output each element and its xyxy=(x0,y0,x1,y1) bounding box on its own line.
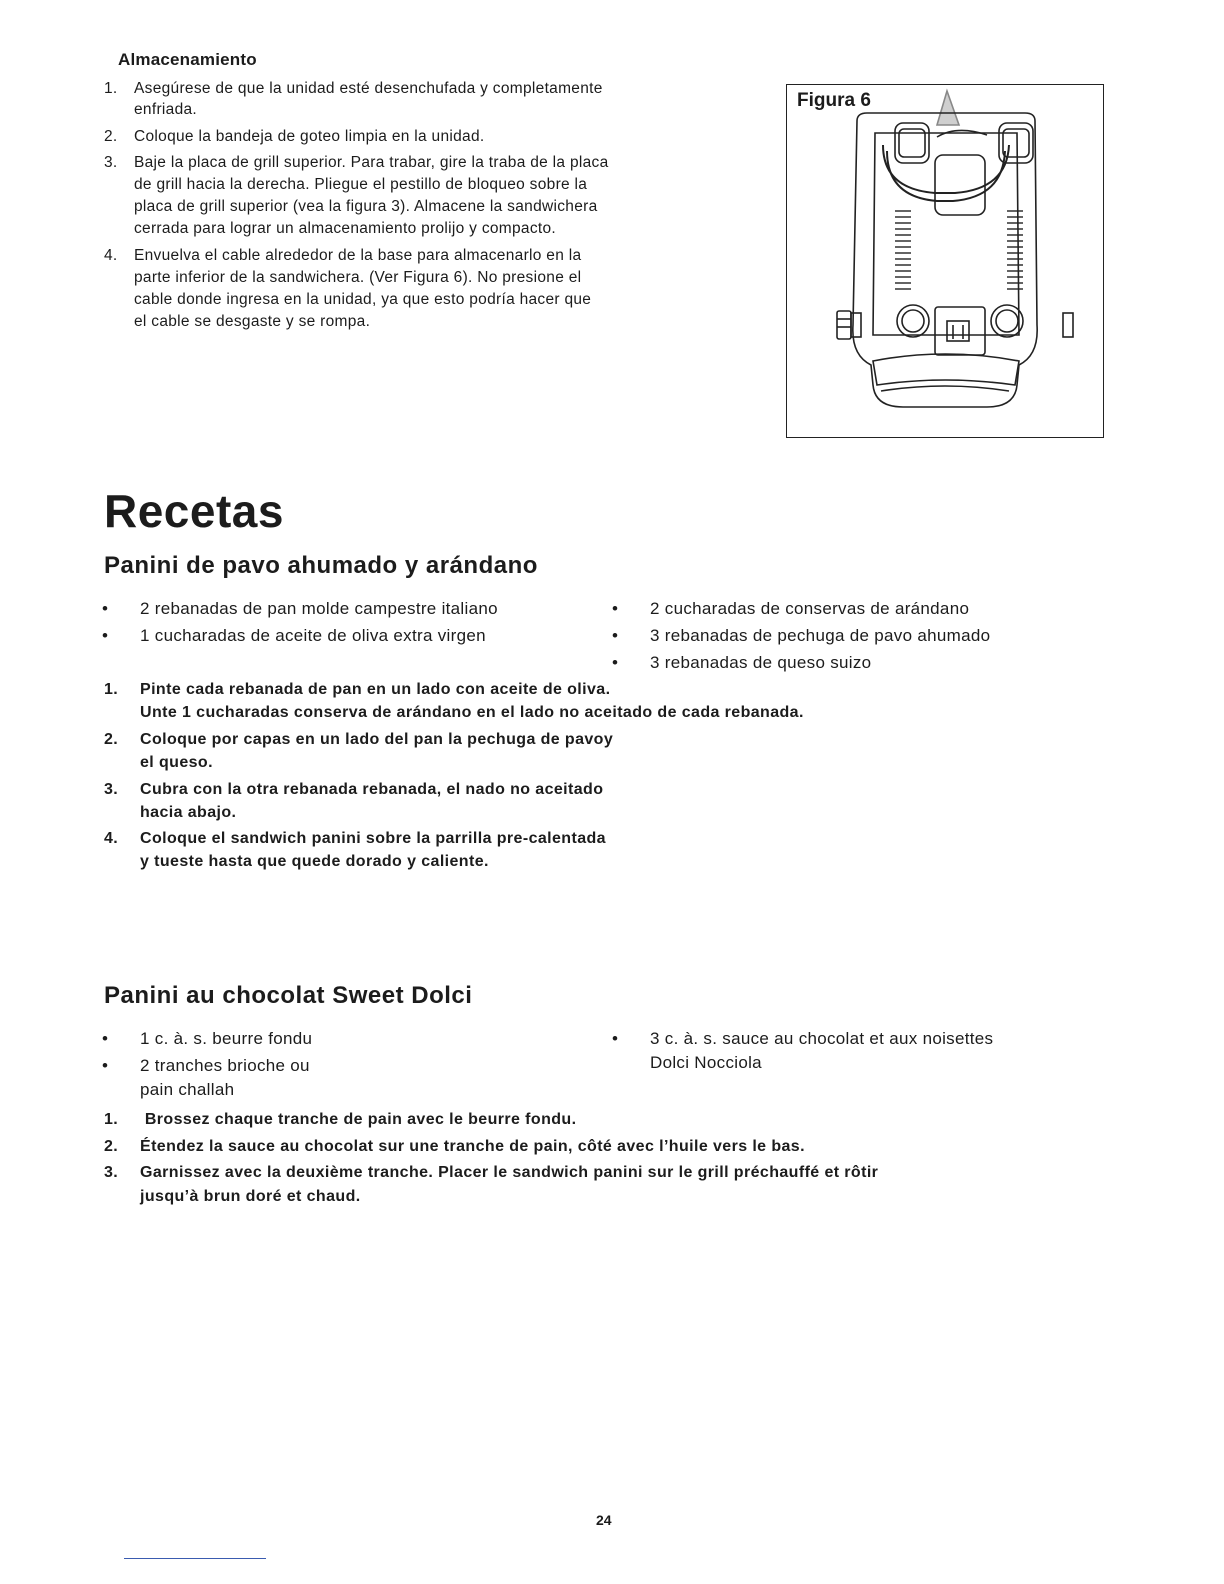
ingredient-text: 3 c. à. s. sauce au chocolat et aux noisettes xyxy=(650,1029,994,1048)
step-line: Baje la placa de grill superior. Para trabar, gire la traba de la placa xyxy=(134,154,609,171)
step-line: Coloque la bandeja de goteo limpia en la unidad. xyxy=(134,128,485,145)
recipe-1-title: Panini de pavo ahumado y arándano xyxy=(104,552,538,579)
ingredient-text: 3 rebanadas de pechuga de pavo ahumado xyxy=(650,626,991,645)
step-number: 3. xyxy=(104,781,119,798)
step-line: hacia abajo. xyxy=(140,804,237,821)
bullet-icon: • xyxy=(102,1056,109,1075)
ingredient-text: Dolci Nocciola xyxy=(650,1053,762,1072)
step-line: el queso. xyxy=(140,754,213,771)
step-number: 4. xyxy=(104,830,119,847)
step-number: 1. xyxy=(104,1111,119,1128)
ingredient-text: 1 cucharadas de aceite de oliva extra virgen xyxy=(140,626,486,645)
step-number: 4. xyxy=(104,247,118,264)
step-line: Cubra con la otra rebanada rebanada, el nado no aceitado xyxy=(140,781,604,798)
step-line: Coloque por capas en un lado del pan la pechuga de pavoy xyxy=(140,731,614,748)
ingredient-text: 2 cucharadas de conservas de arándano xyxy=(650,599,970,618)
bullet-icon: • xyxy=(612,653,619,672)
step-line: Pinte cada rebanada de pan en un lado con aceite de oliva. xyxy=(140,681,611,698)
bullet-icon: • xyxy=(102,626,109,645)
step-number: 1. xyxy=(104,681,119,698)
page-number: 24 xyxy=(596,1512,612,1528)
ingredient-text: 2 rebanadas de pan molde campestre italiano xyxy=(140,599,498,618)
bullet-icon: • xyxy=(102,1029,109,1048)
step-line: cerrada para lograr un almacenamiento prolijo y compacto. xyxy=(134,220,557,237)
step-line: placa de grill superior (vea la figura 3). Almacene la sandwichera xyxy=(134,198,598,215)
step-line: jusqu’à brun doré et chaud. xyxy=(140,1188,361,1205)
step-line: parte inferior de la sandwichera. (Ver Figura 6). No presione el xyxy=(134,269,582,286)
step-line: Envuelva el cable alrededor de la base para almacenarlo en la xyxy=(134,247,582,264)
step-line: el cable se desgaste y se rompa. xyxy=(134,313,371,330)
ingredient-text: 2 tranches brioche ou xyxy=(140,1056,310,1075)
recipes-title: Recetas xyxy=(104,485,284,537)
step-line: Unte 1 cucharadas conserva de arándano en el lado no aceitado de cada rebanada. xyxy=(140,704,804,721)
recipe-2-title: Panini au chocolat Sweet Dolci xyxy=(104,982,473,1009)
step-line: y tueste hasta que quede dorado y caliente. xyxy=(140,853,489,870)
step-number: 2. xyxy=(104,1138,119,1155)
step-number: 3. xyxy=(104,154,118,171)
step-line: de grill hacia la derecha. Pliegue el pestillo de bloqueo sobre la xyxy=(134,176,588,193)
ingredient-text: 1 c. à. s. beurre fondu xyxy=(140,1029,313,1048)
step-line: Asegúrese de que la unidad esté desenchufada y completamente xyxy=(134,80,603,97)
ingredient-text: 3 rebanadas de queso suizo xyxy=(650,653,872,672)
bullet-icon: • xyxy=(612,626,619,645)
step-number: 2. xyxy=(104,128,118,145)
step-line: cable donde ingresa en la unidad, ya que esto podría hacer que xyxy=(134,291,592,308)
figure-6 xyxy=(786,84,1104,438)
step-line: Brossez chaque tranche de pain avec le beurre fondu. xyxy=(140,1111,577,1128)
step-line: Étendez la sauce au chocolat sur une tranche de pain, côté avec l’huile vers le bas. xyxy=(140,1138,805,1155)
bullet-icon: • xyxy=(612,599,619,618)
step-line: enfriada. xyxy=(134,101,198,118)
ingredient-text: pain challah xyxy=(140,1080,235,1099)
bullet-icon: • xyxy=(612,1029,619,1048)
figure-label: Figura 6 xyxy=(797,90,871,111)
step-line: Garnissez avec la deuxième tranche. Placer le sandwich panini sur le grill préchauffé et rôtir xyxy=(140,1164,879,1181)
step-number: 3. xyxy=(104,1164,119,1181)
footer-divider xyxy=(124,1558,266,1559)
step-number: 1. xyxy=(104,80,118,97)
sandwich-maker-underside-illustration xyxy=(787,85,1103,437)
step-number: 2. xyxy=(104,731,119,748)
step-line: Coloque el sandwich panini sobre la parrilla pre-calentada xyxy=(140,830,606,847)
bullet-icon: • xyxy=(102,599,109,618)
storage-heading: Almacenamiento xyxy=(118,50,257,69)
